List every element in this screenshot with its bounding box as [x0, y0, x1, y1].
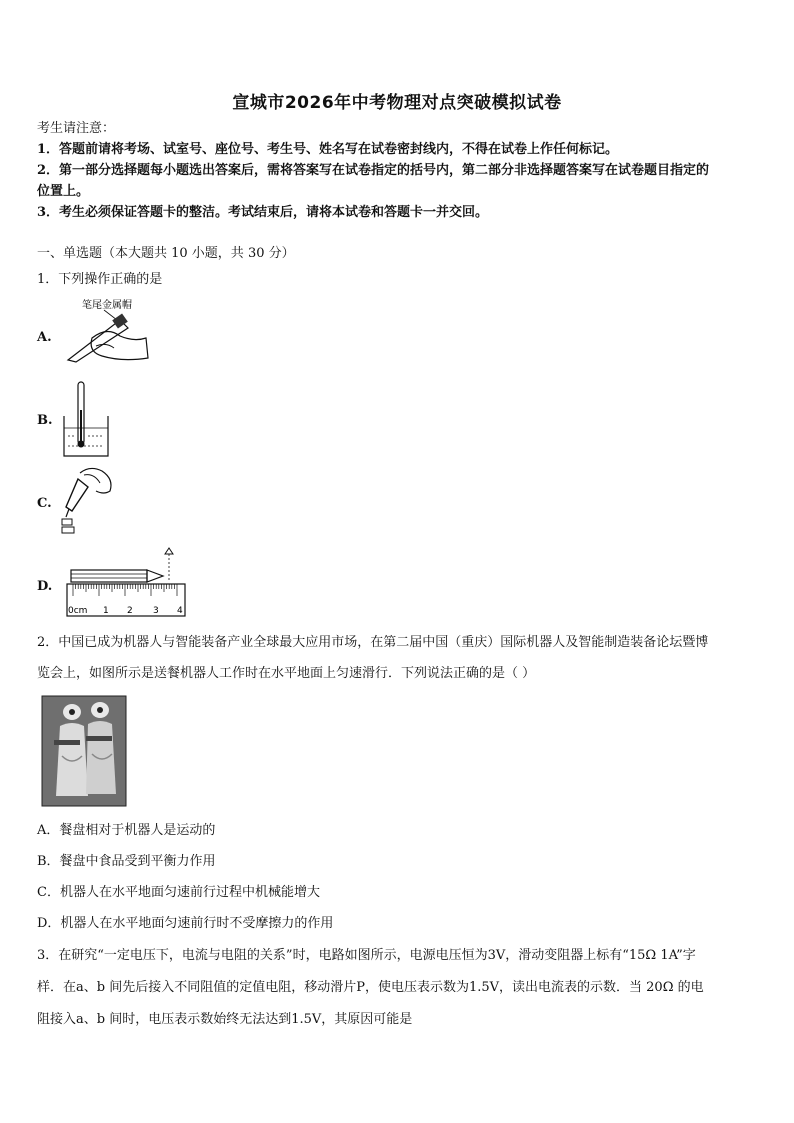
q1-option-c-label: C. [37, 496, 52, 511]
q2-option-c: C．机器人在水平地面匀速前行过程中机械能增大 [37, 885, 320, 900]
q1-figure-b-thermometer-icon [62, 380, 112, 460]
notice-item-2: 2．第一部分选择题每小题选出答案后，需将答案写在试卷指定的括号内，第二部分非选择题答案写在试卷题目指定的 [37, 163, 710, 178]
ruler-label-4: 4 [177, 606, 183, 616]
ruler-label-1: 1 [103, 606, 109, 616]
question-3-line2: 样．在a、b 间先后接入不同阻值的定值电阻，移动滑片P，使电压表示数为1.5V，读出电流表的示数．当 20Ω 的电 [37, 980, 704, 995]
notice-item-3: 3．考生必须保证答题卡的整洁。考试结束后，请将本试卷和答题卡一并交回。 [37, 205, 489, 220]
question-2-stem-line2: 览会上，如图所示是送餐机器人工作时在水平地面上匀速滑行．下列说法正确的是（ ） [37, 666, 536, 681]
question-3-line1: 3．在研究“一定电压下，电流与电阻的关系”时，电路如图所示，电源电压恒为3V，滑动变阻器上标有“15Ω 1A”字 [37, 948, 696, 963]
notice-item-1: 1．答题前请将考场、试室号、座位号、考生号、姓名写在试卷密封线内，不得在试卷上作任何标记。 [37, 142, 619, 157]
section-heading: 一、单选题（本大题共 10 小题，共 30 分） [37, 246, 295, 261]
notice-heading: 考生请注意： [37, 121, 116, 136]
question-3-line3: 阻接入a、b 间时，电压表示数始终无法达到1.5V，其原因可能是 [37, 1012, 413, 1027]
q1-figure-c-dropper-icon [60, 465, 115, 537]
ruler-label-3: 3 [153, 606, 159, 616]
question-2-stem-line1: 2．中国已成为机器人与智能装备产业全球最大应用市场，在第二届中国（重庆）国际机器人及智能制造装备论坛暨博 [37, 635, 709, 650]
notice-item-2-cont: 位置上。 [37, 184, 90, 199]
question-1-stem: 1．下列操作正确的是 [37, 272, 163, 287]
ruler-label-0: 0cm [68, 606, 88, 616]
q2-option-a: A．餐盘相对于机器人是运动的 [37, 823, 216, 838]
q2-option-b: B．餐盘中食品受到平衡力作用 [37, 854, 216, 869]
q1-option-d-label: D. [37, 579, 53, 594]
q1-fig-a-caption: 笔尾金属帽 [82, 300, 132, 311]
q1-figure-d-ruler-icon [65, 546, 190, 618]
page-title: 宣城市2026年中考物理对点突破模拟试卷 [232, 93, 562, 113]
ruler-label-2: 2 [127, 606, 133, 616]
q1-option-a-label: A. [37, 330, 52, 345]
q2-robot-photo-icon [42, 696, 126, 806]
q1-figure-a-pen-icon [62, 298, 152, 368]
q2-option-d: D．机器人在水平地面匀速前行时不受摩擦力的作用 [37, 916, 334, 931]
q1-option-b-label: B. [37, 413, 53, 428]
